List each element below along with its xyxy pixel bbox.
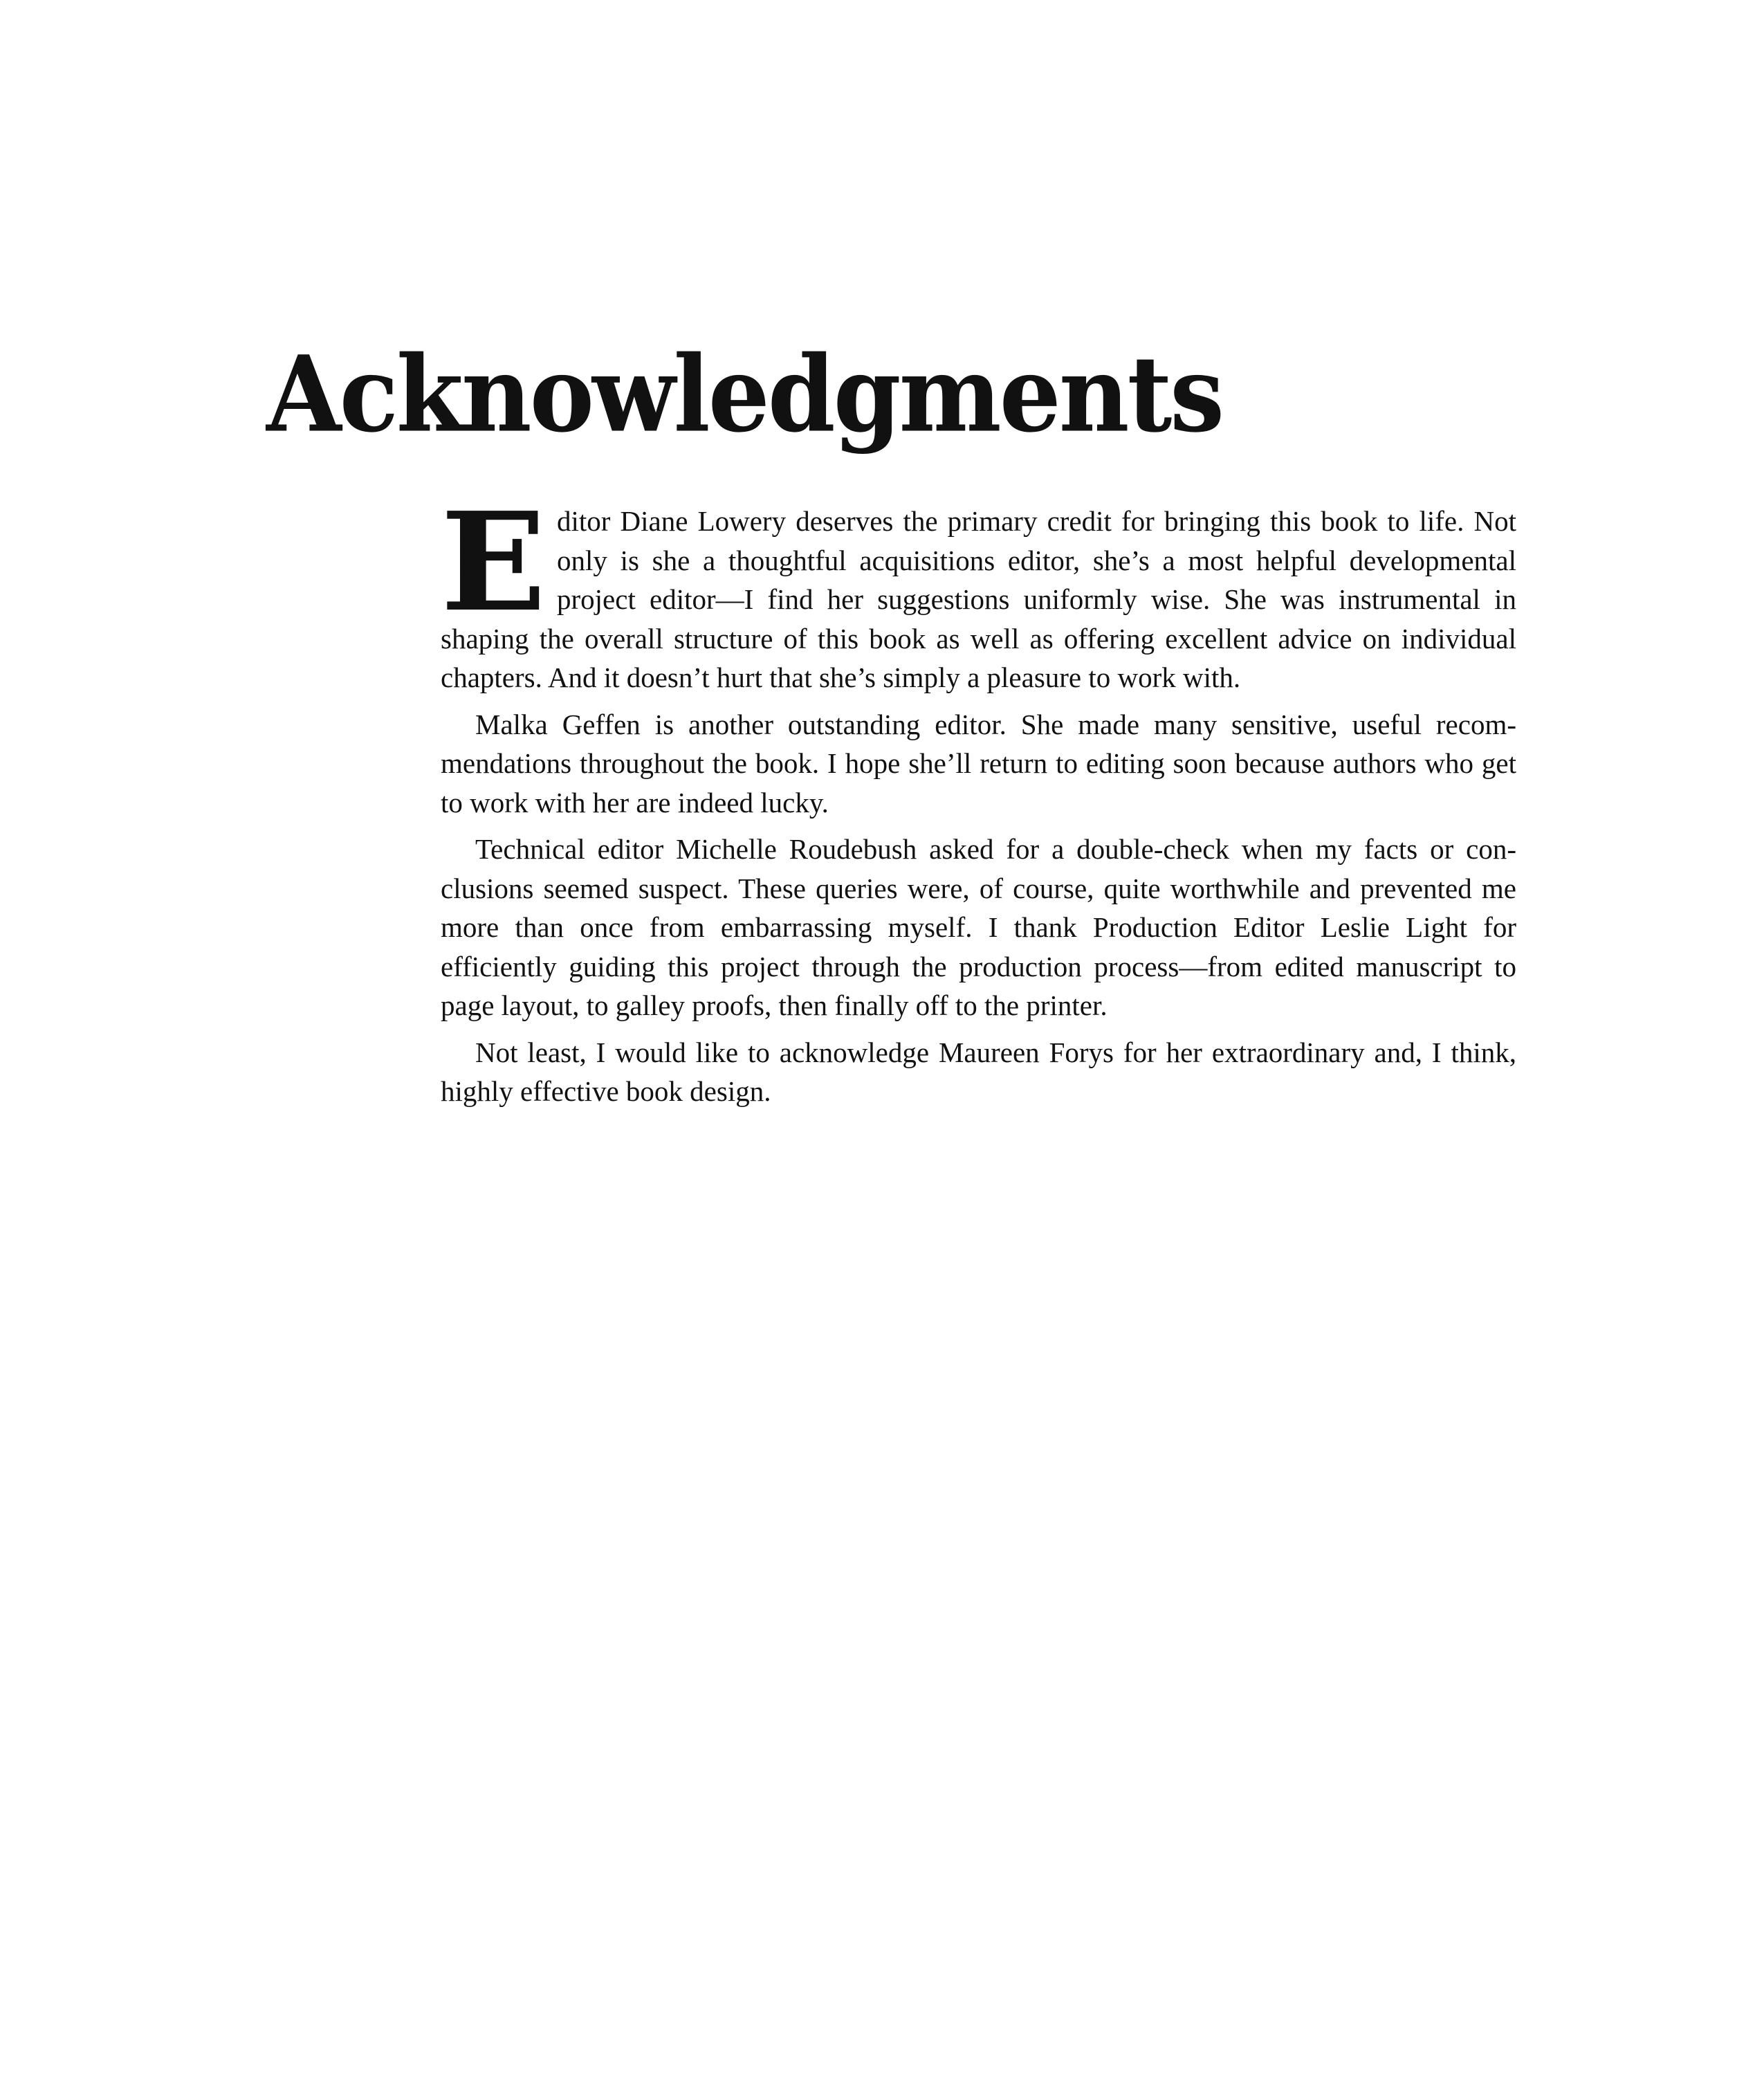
chapter-title: Acknowledgments	[266, 333, 1223, 457]
paragraph-2: Malka Geffen is another outstanding editor. She made many sensitive, useful recommendations throughout the book. I hope she’ll return to editing soon because authors who get to work with her are indeed lucky.	[441, 708, 1516, 819]
paragraph-1-text: ditor Diane Lowery deserves the primary credit for bringing this book to life. Not only is she a thoughtful acquisitions editor, she’s a most helpful developmental project editor—I find her suggestions uniformly wise. She was instrumental in shaping the overall structure of this book as well as offering excellent advice on individual chapters. And it doesn’t hurt that she’s simply a pleasure to work with.	[441, 505, 1516, 693]
paragraph-4: Not least, I would like to acknowledge Maureen Forys for her extraordinary and, I think, highly effective book design.	[441, 1036, 1516, 1107]
drop-cap	[441, 483, 546, 642]
paragraph-3: Technical editor Michelle Roudebush asked for a double-check when my facts or conclusions seemed suspect. These queries were, of course, quite worthwhile and prevented me more than once from embarrassing myself. I thank Production Editor Leslie Light for efficiently guiding this project through the production process—from edited manuscript to page layout, to galley proofs, then finally off to the printer.	[441, 833, 1516, 1021]
drop-cap-letter: E	[441, 483, 546, 642]
acknowledgments-body	[441, 483, 1516, 1119]
paragraph-1	[441, 483, 1516, 697]
